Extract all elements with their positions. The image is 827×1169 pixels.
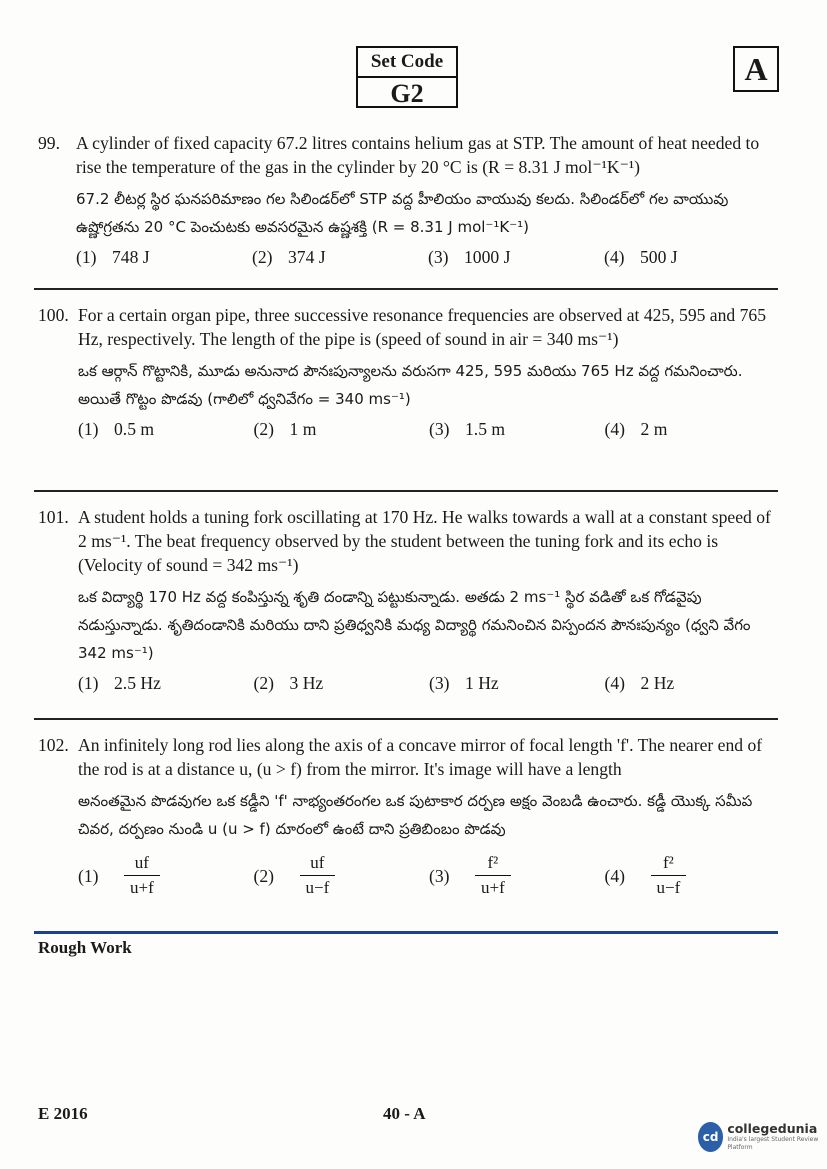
options bbox=[78, 853, 780, 898]
divider bbox=[34, 718, 778, 720]
question-text-en: An infinitely long rod lies along the axis of a concave mirror of focal length 'f'. The nearer end of the rod is at a distance u, (u > f) from the mirror. It's image will have a length bbox=[78, 735, 763, 779]
option-3: (3) 1.5 m bbox=[429, 419, 506, 439]
option-2: (2) $\frac{uf}{u-f}$ bbox=[254, 853, 430, 898]
fraction: $\frac{\text{f²}}{u+f}$ bbox=[475, 853, 511, 898]
option-4: (4) $\frac{\text{f²}}{u-f}$ bbox=[605, 853, 781, 898]
brand-logo-icon: cd bbox=[698, 1122, 723, 1152]
brand-watermark bbox=[698, 1122, 827, 1152]
divider bbox=[34, 490, 778, 492]
question-text-en: A student holds a tuning fork oscillating at 170 Hz. He walks towards a wall at a constant speed of 2 ms⁻¹. The beat frequency observed by the student between the tuning fork and its echo is (Velocity of sound = 342 ms⁻¹) bbox=[78, 507, 771, 575]
brand-tagline: India's largest Student Review Platform bbox=[727, 1136, 819, 1151]
divider bbox=[34, 288, 778, 290]
options bbox=[78, 671, 780, 695]
options bbox=[78, 417, 780, 441]
brand-name: collegedunia bbox=[727, 1121, 818, 1136]
question-number: 100. bbox=[38, 305, 69, 325]
question-99 bbox=[38, 131, 780, 269]
question-text-en: For a certain organ pipe, three successive resonance frequencies are observed at 425, 595 and 765 Hz, respectively. The length of the pipe is (speed of sound in air = 340 ms⁻¹) bbox=[78, 305, 767, 349]
question-number: 101. bbox=[38, 507, 69, 527]
question-102 bbox=[38, 733, 780, 898]
question-text-te: ఒక విద్యార్థి 170 Hz వద్ద కంపిస్తున్న శృతి దండాన్ని పట్టుకున్నాడు. అతడు 2 ms⁻¹ స్థిర వడితో ఒక గోడవైపు నడుస్తున్నాడు. శృతిదండానికి మరియు దాని ప్రతిధ్వనికి మధ్య విద్యార్థి గమనించిన విస్పందన పౌనఃపున్యం (ధ్వని వేగం 342 ms⁻¹) bbox=[78, 588, 751, 662]
option-3: (3) 1 Hz bbox=[429, 673, 499, 693]
footer-exam-code: E 2016 bbox=[38, 1104, 88, 1123]
question-100 bbox=[38, 303, 780, 441]
set-code-value: G2 bbox=[390, 79, 424, 108]
option-1: (1) $\frac{uf}{u+f}$ bbox=[78, 853, 254, 898]
question-text-te: అనంతమైన పొడవుగల ఒక కడ్డీని 'f' నాభ్యంతరంగల ఒక పుటాకార దర్పణ అక్షం వెంబడి ఉంచారు. కడ్డీ యొక్క సమీప చివర, దర్పణం నుండి u (u > f) దూరంలో ఉంటే దాని ప్రతిబింబం పొడవు bbox=[78, 792, 753, 838]
option-4: (4) 2 m bbox=[604, 419, 668, 439]
option-2: (2) 374 J bbox=[252, 247, 326, 267]
footer-page-number: 40 - A bbox=[383, 1104, 426, 1123]
fraction: $\frac{uf}{u+f}$ bbox=[124, 853, 160, 898]
question-text-te: ఒక ఆర్గాన్ గొట్టానికి, మూడు అనునాద పౌనఃపున్యాలను వరుసగా 425, 595 మరియు 765 Hz వద్ద గమనించారు. అయితే గొట్టం పొడవు (గాలిలో ధ్వనివేగం = 340 ms⁻¹) bbox=[78, 362, 743, 408]
option-4: (4) 500 J bbox=[604, 247, 678, 267]
option-2: (2) 3 Hz bbox=[253, 673, 324, 693]
set-letter-box: A bbox=[733, 46, 779, 92]
option-3: (3) $\frac{\text{f²}}{u+f}$ bbox=[429, 853, 605, 898]
question-number: 99. bbox=[38, 133, 60, 153]
question-text-en: A cylinder of fixed capacity 67.2 litres contains helium gas at STP. The amount of heat needed to rise the temperature of the gas in the cylinder by 20 °C is (R = 8.31 J mol⁻¹K⁻¹) bbox=[76, 133, 760, 177]
options bbox=[76, 245, 780, 269]
fraction: $\frac{\text{f²}}{u-f}$ bbox=[651, 853, 687, 898]
option-4: (4) 2 Hz bbox=[604, 673, 675, 693]
rough-work-label: Rough Work bbox=[38, 938, 132, 957]
question-number: 102. bbox=[38, 735, 69, 755]
question-101 bbox=[38, 505, 780, 695]
question-text-te: 67.2 లీటర్ల స్థిర ఘనపరిమాణం గల సిలిండర్‌లో STP వద్ద హీలియం వాయువు కలదు. సిలిండర్‌లో గల వాయువు ఉష్ణోగ్రతను 20 °C పెంచుటకు అవసరమైన ఉష్ణశక్తి (R = 8.31 J mol⁻¹K⁻¹) bbox=[76, 190, 729, 236]
option-1: (1) 2.5 Hz bbox=[78, 673, 161, 693]
option-1: (1) 0.5 m bbox=[78, 419, 155, 439]
option-3: (3) 1000 J bbox=[428, 247, 511, 267]
rough-work-divider bbox=[34, 931, 778, 934]
set-code-box bbox=[356, 46, 458, 108]
set-code-label: Set Code bbox=[358, 48, 456, 78]
option-1: (1) 748 J bbox=[76, 247, 150, 267]
option-2: (2) 1 m bbox=[253, 419, 317, 439]
fraction: $\frac{uf}{u-f}$ bbox=[300, 853, 336, 898]
